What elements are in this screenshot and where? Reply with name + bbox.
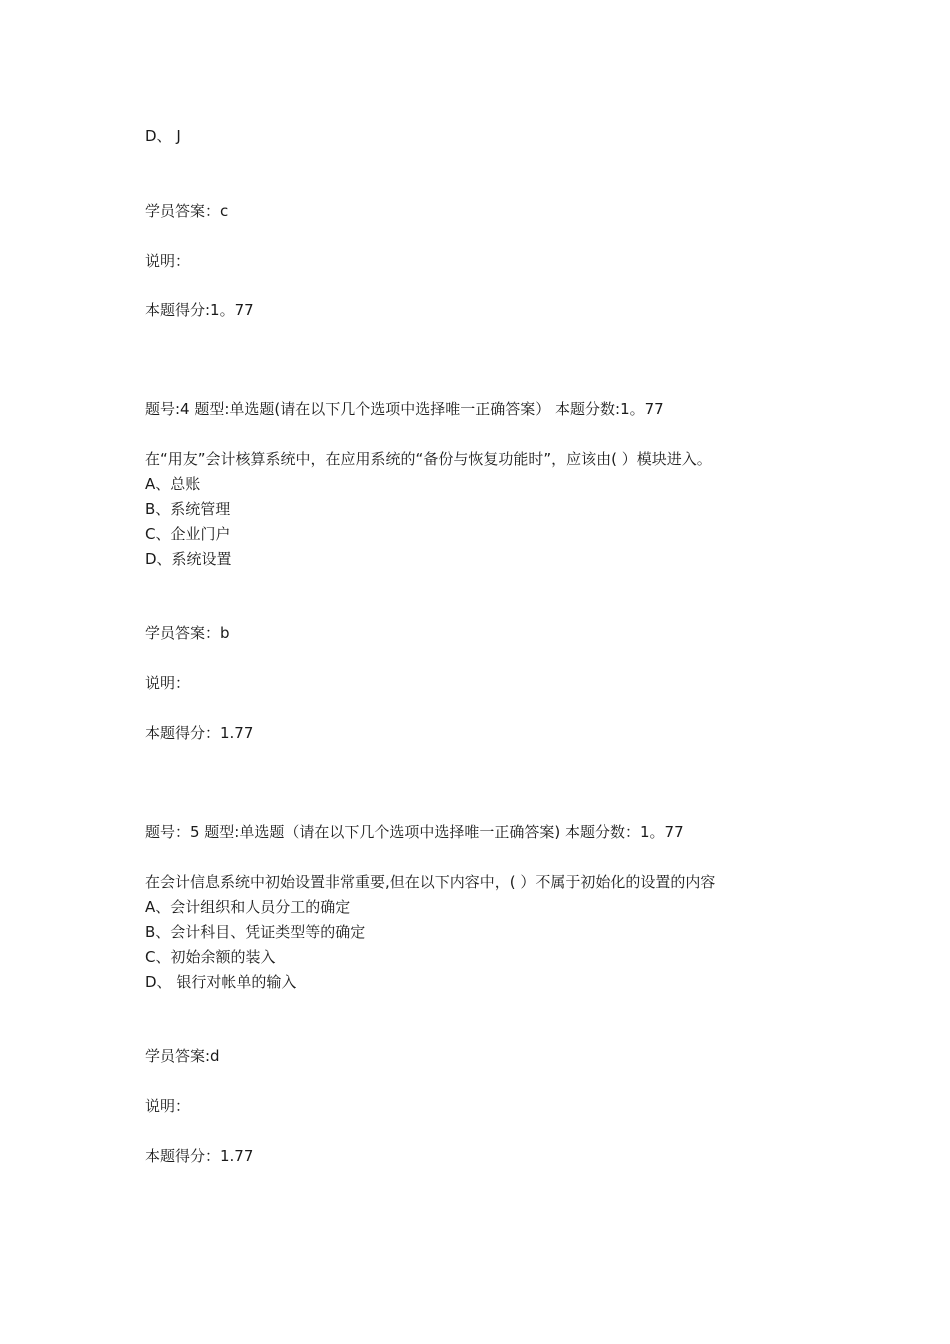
question-5-explanation: 说明： — [145, 1097, 191, 1115]
question-5-option-b: B、会计科目、凭证类型等的确定 — [145, 923, 366, 941]
option-d-prev: D、 J — [145, 127, 181, 145]
question-5-header: 题号：5 题型:单选题（请在以下几个选项中选择唯一正确答案) 本题分数：1。77 — [145, 823, 684, 841]
score-prev: 本题得分:1。77 — [145, 301, 254, 319]
student-answer-prev: 学员答案：c — [145, 202, 229, 220]
question-4-option-d: D、系统设置 — [145, 550, 232, 568]
question-5-score: 本题得分：1.77 — [145, 1147, 254, 1165]
question-5-option-a: A、会计组织和人员分工的确定 — [145, 898, 351, 916]
question-4-option-b: B、系统管理 — [145, 500, 231, 518]
question-4-score: 本题得分：1.77 — [145, 724, 254, 742]
question-4-student-answer: 学员答案：b — [145, 624, 230, 642]
question-4-explanation: 说明： — [145, 674, 191, 692]
explanation-prev: 说明： — [145, 252, 191, 270]
question-5-student-answer: 学员答案:d — [145, 1047, 220, 1065]
question-4-stem: 在“用友”会计核算系统中，在应用系统的“备份与恢复功能时”，应该由( ）模块进入。 — [145, 450, 712, 468]
question-4-header: 题号:4 题型:单选题(请在以下几个选项中选择唯一正确答案） 本题分数:1。77 — [145, 400, 664, 418]
question-4-option-a: A、总账 — [145, 475, 201, 493]
question-5-option-d: D、 银行对帐单的输入 — [145, 973, 297, 991]
question-5-stem: 在会计信息系统中初始设置非常重要,但在以下内容中，( ）不属于初始化的设置的内容 — [145, 873, 716, 891]
question-4-option-c: C、企业门户 — [145, 525, 231, 543]
question-5-option-c: C、初始余额的装入 — [145, 948, 276, 966]
